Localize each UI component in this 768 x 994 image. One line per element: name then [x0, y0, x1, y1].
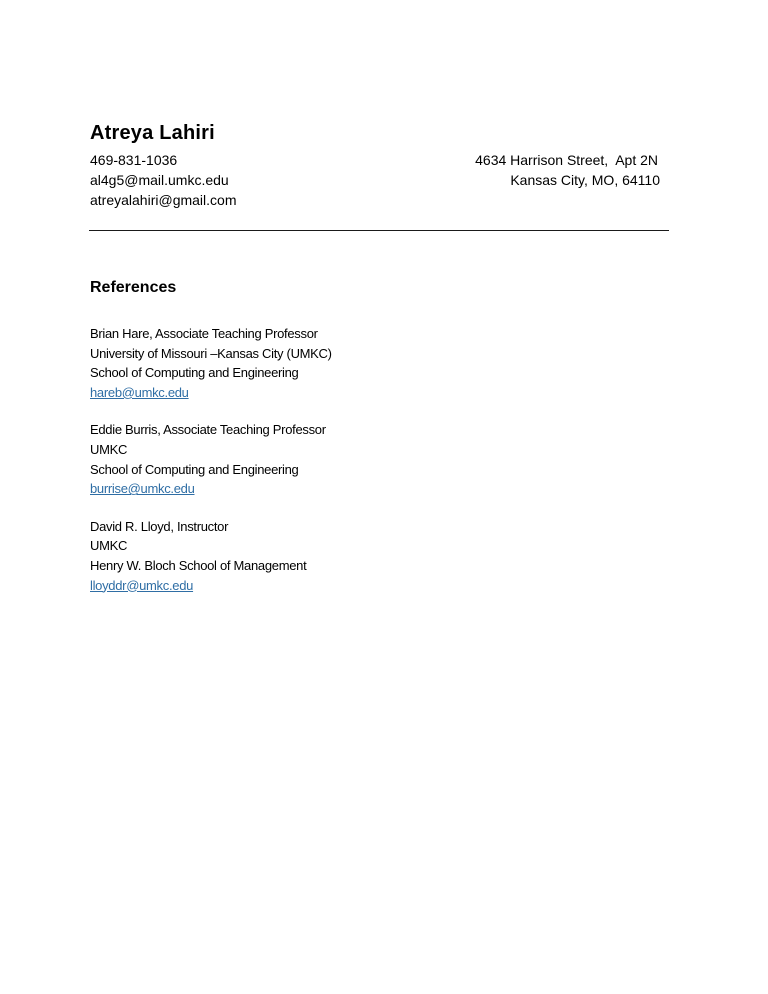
reference-organization: UMKC: [90, 538, 128, 554]
reference-entry: [90, 324, 332, 402]
references-list: [90, 324, 332, 613]
reference-entry: [90, 420, 332, 498]
phone-number: 469-831-1036: [90, 152, 178, 168]
reference-department: Henry W. Bloch School of Management: [90, 557, 307, 573]
reference-email-link[interactable]: lloyddr@umkc.edu: [90, 577, 194, 593]
school-email: al4g5@mail.umkc.edu: [90, 172, 229, 188]
reference-name-title: Brian Hare, Associate Teaching Professor: [90, 326, 318, 341]
reference-department: School of Computing and Engineering: [90, 461, 299, 477]
reference-name-title: David R. Lloyd, Instructor: [90, 518, 229, 534]
reference-department: School of Computing and Engineering: [90, 365, 299, 381]
reference-name-title: Eddie Burris, Associate Teaching Professor: [90, 422, 326, 438]
reference-entry: [90, 517, 332, 595]
reference-organization: University of Missouri –Kansas City (UMKC): [90, 345, 332, 361]
header-divider: [89, 230, 669, 231]
reference-organization: UMKC: [90, 441, 128, 457]
mailing-address: [475, 150, 660, 190]
reference-email-link[interactable]: hareb@umkc.edu: [90, 384, 189, 400]
contact-info: [90, 150, 236, 210]
reference-email-link[interactable]: burrise@umkc.edu: [90, 481, 195, 497]
candidate-name: Atreya Lahiri: [90, 122, 215, 144]
address-street: 4634 Harrison Street, Apt 2N: [475, 152, 658, 168]
references-heading: References: [90, 279, 177, 296]
personal-email: atreyalahiri@gmail.com: [90, 192, 237, 208]
address-city: Kansas City, MO, 64110: [510, 172, 660, 188]
